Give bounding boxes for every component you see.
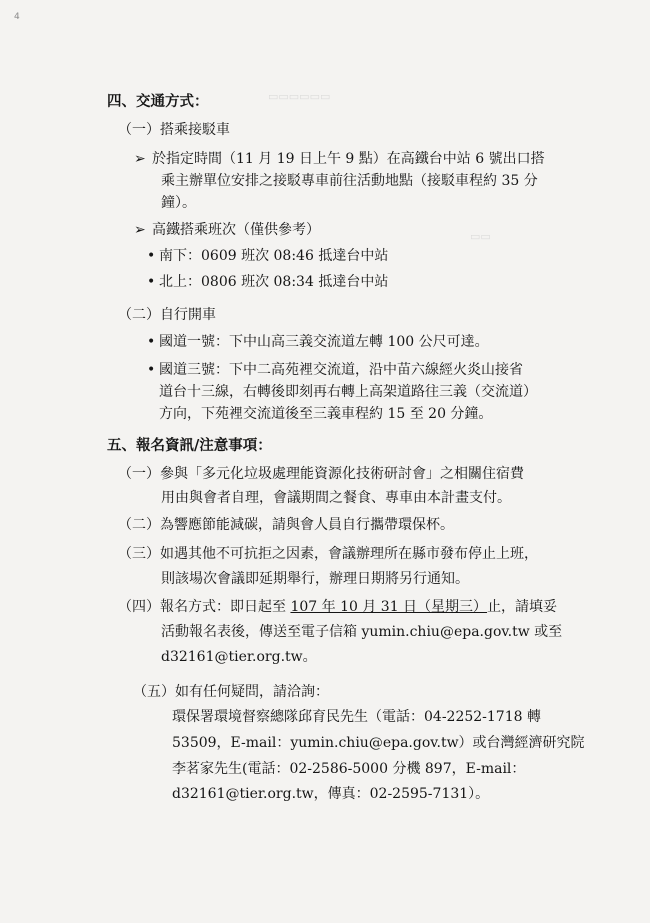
dot-bullet-icon: • <box>147 248 156 264</box>
contact-line-2: 53509，E-mail：yumin.chiu@epa.gov.tw）或台灣經濟研究院 <box>172 735 585 751</box>
highway-1-text: 國道一號：下中山高三義交流道左轉 100 公尺可達。 <box>159 334 489 350</box>
highway-3-line-1: 國道三號：下中二高苑裡交流道，沿中苗六線經火炎山接省 <box>159 362 523 378</box>
note-4-line-1 <box>118 598 557 616</box>
note-3-line-2: 則該場次會議即延期舉行，辦理日期將另行通知。 <box>161 571 469 587</box>
note-3-line-1: （三）如遇其他不可抗拒之因素，會議辦理所在縣市發布停止上班， <box>118 546 538 562</box>
transport-drive-label: （二）自行開車 <box>118 307 216 323</box>
dot-bullet-icon: • <box>147 274 156 290</box>
contact-line-1: 環保署環境督察總隊邱育民先生（電話：04-2252-1718 轉 <box>172 709 541 725</box>
arrow-bullet-icon: ➢ <box>134 222 146 238</box>
dot-bullet-icon: • <box>147 362 156 378</box>
contact-line-4: d32161@tier.org.tw，傳真：02-2595-7131）。 <box>172 786 490 802</box>
note-4-suffix: 止，請填妥 <box>487 599 558 615</box>
hsr-northbound-text: 北上：0806 班次 08:34 抵達台中站 <box>159 274 389 290</box>
section5-heading: 五、報名資訊/注意事項： <box>107 437 272 454</box>
registration-deadline: 107 年 10 月 31 日（星期三） <box>290 599 488 615</box>
hsr-schedule-label: 高鐵搭乘班次（僅供參考） <box>152 222 320 238</box>
shuttle-item-1-line-1: 於指定時間（11 月 19 日上午 9 點）在高鐵台中站 6 號出口搭 <box>152 151 545 167</box>
hsr-southbound <box>147 247 388 265</box>
corner-mark: 4 <box>14 12 20 22</box>
note-5-label: （五）如有任何疑問，請洽詢： <box>133 684 329 700</box>
shuttle-item-1 <box>134 150 545 168</box>
hsr-northbound <box>147 273 388 291</box>
highway-3-line-2: 道台十三線，右轉後即刻再右轉上高架道路往三義（交流道） <box>159 384 537 400</box>
contact-line-3: 李茗家先生(電話：02-2586-5000 分機 897，E-mail： <box>172 761 526 777</box>
note-2: （二）為響應節能減碳，請與會人員自行攜帶環保杯。 <box>118 517 454 533</box>
transport-shuttle-label: （一）搭乘接駁車 <box>118 122 230 138</box>
shuttle-item-2 <box>134 221 320 239</box>
bleed-through-2: ▭▭ <box>470 230 491 243</box>
note-4-line-2: 活動報名表後，傳送至電子信箱 yumin.chiu@epa.gov.tw 或至 <box>161 624 563 640</box>
hsr-southbound-text: 南下：0609 班次 08:46 抵達台中站 <box>159 248 389 264</box>
note-4-prefix: （四）報名方式：即日起至 <box>118 599 291 615</box>
shuttle-item-1-line-2: 乘主辦單位安排之接駁專車前往活動地點（接駁車程約 35 分 <box>161 173 538 189</box>
arrow-bullet-icon: ➢ <box>134 151 146 167</box>
section4-heading: 四、交通方式： <box>107 93 209 110</box>
dot-bullet-icon: • <box>147 334 156 350</box>
note-1-line-1: （一）參與「多元化垃圾處理能資源化技術研討會」之相關住宿費 <box>118 466 524 482</box>
shuttle-item-1-line-3: 鐘）。 <box>161 195 196 211</box>
note-1-line-2: 用由與會者自理，會議期間之餐食、專車由本計畫支付。 <box>161 490 511 506</box>
highway-1 <box>147 333 489 351</box>
highway-3-line-3: 方向，下苑裡交流道後至三義車程約 15 至 20 分鐘。 <box>159 406 493 422</box>
highway-3 <box>147 361 523 379</box>
note-4-line-3: d32161@tier.org.tw。 <box>161 649 317 665</box>
bleed-through-1: ▭▭▭▭▭▭ <box>268 90 331 103</box>
